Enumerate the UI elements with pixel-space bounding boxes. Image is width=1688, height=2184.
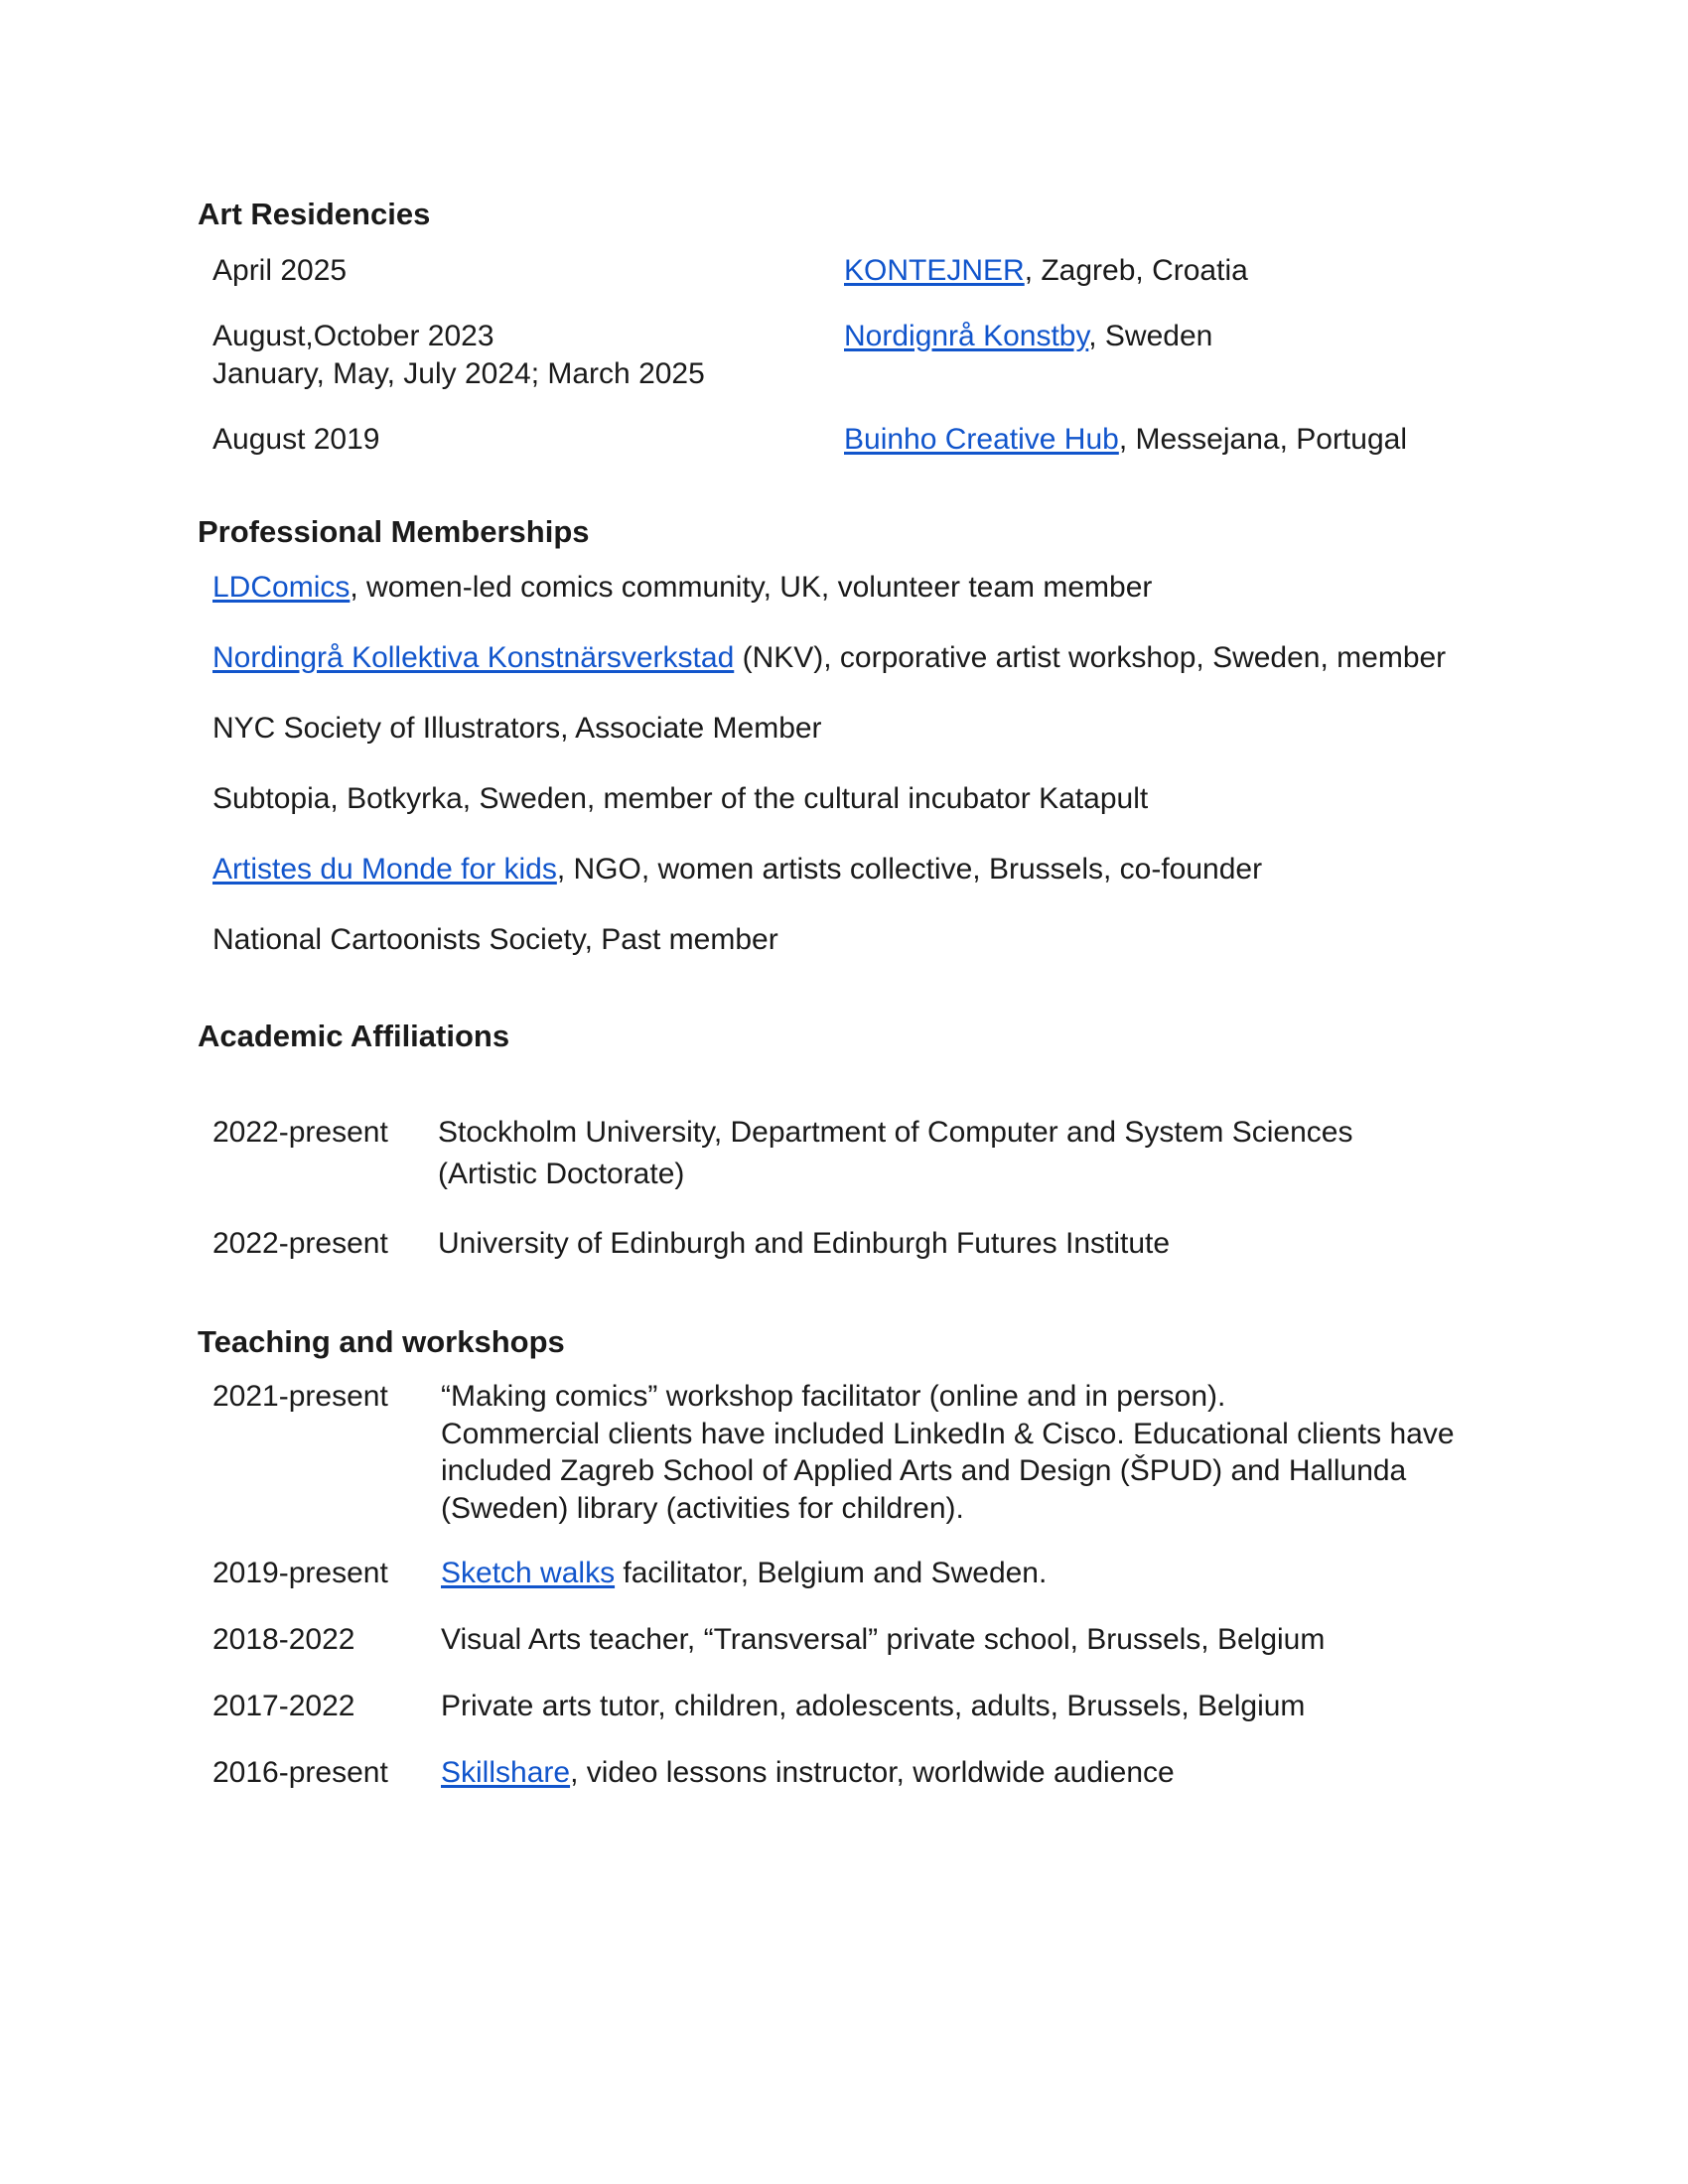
- teaching-link-skillshare[interactable]: Skillshare: [441, 1756, 571, 1789]
- membership-item: [212, 639, 1446, 677]
- membership-text: , women-led comics community, UK, volunteer team member: [350, 571, 1153, 604]
- section-heading-academic: Academic Affiliations: [198, 1019, 510, 1053]
- residency-location: , Messejana, Portugal: [1118, 423, 1407, 456]
- teaching-description: included Zagreb School of Applied Arts and Design (ŠPUD) and Hallunda: [441, 1454, 1407, 1487]
- section-heading-memberships: Professional Memberships: [198, 514, 590, 549]
- section-heading-art-residencies: Art Residencies: [198, 197, 431, 231]
- residency-location: , Zagreb, Croatia: [1024, 254, 1248, 287]
- membership-link-ldcomics[interactable]: LDComics: [212, 571, 351, 604]
- teaching-description: Commercial clients have included LinkedIn & Cisco. Educational clients have: [441, 1418, 1455, 1450]
- section-heading-teaching: Teaching and workshops: [198, 1324, 565, 1359]
- residency-link-nordingra-konstby[interactable]: Nordignrå Konstby: [844, 320, 1089, 352]
- residency-entry: [844, 421, 1407, 459]
- teaching-years: 2021-present: [212, 1380, 388, 1413]
- residency-link-kontejner[interactable]: KONTEJNER: [844, 254, 1025, 287]
- membership-link-nkv[interactable]: Nordingrå Kollektiva Konstnärsverkstad: [212, 641, 735, 674]
- membership-text: , NGO, women artists collective, Brussels, co-founder: [556, 853, 1263, 886]
- teaching-link-sketch-walks[interactable]: Sketch walks: [441, 1557, 616, 1589]
- residency-date: August,October 2023: [212, 320, 494, 352]
- membership-item: [212, 569, 1152, 607]
- residency-date: April 2025: [212, 254, 348, 287]
- teaching-years: 2016-present: [212, 1756, 388, 1789]
- residency-location: , Sweden: [1088, 320, 1213, 352]
- academic-years: 2022-present: [212, 1116, 388, 1149]
- teaching-description: Private arts tutor, children, adolescents, adults, Brussels, Belgium: [441, 1690, 1306, 1722]
- membership-item: National Cartoonists Society, Past member: [212, 923, 778, 956]
- academic-years: 2022-present: [212, 1227, 388, 1260]
- teaching-description: “Making comics” workshop facilitator (online and in person).: [441, 1380, 1226, 1413]
- residency-link-buinho[interactable]: Buinho Creative Hub: [844, 423, 1119, 456]
- teaching-text: facilitator, Belgium and Sweden.: [615, 1557, 1048, 1589]
- residency-date-second-line: January, May, July 2024; March 2025: [212, 357, 705, 390]
- membership-item: Subtopia, Botkyrka, Sweden, member of the cultural incubator Katapult: [212, 782, 1149, 815]
- teaching-description: [441, 1555, 1047, 1592]
- residency-date: August 2019: [212, 423, 380, 456]
- residency-entry: [844, 318, 1212, 355]
- membership-link-artistes-du-monde[interactable]: Artistes du Monde for kids: [212, 853, 557, 886]
- teaching-years: 2018-2022: [212, 1623, 355, 1656]
- teaching-description: Visual Arts teacher, “Transversal” private school, Brussels, Belgium: [441, 1623, 1326, 1656]
- membership-item: NYC Society of Illustrators, Associate Member: [212, 712, 822, 745]
- academic-institution-note: (Artistic Doctorate): [438, 1158, 685, 1190]
- teaching-text: , video lessons instructor, worldwide audience: [570, 1756, 1175, 1789]
- teaching-description: (Sweden) library (activities for children).: [441, 1492, 964, 1525]
- teaching-description: [441, 1754, 1175, 1792]
- teaching-years: 2017-2022: [212, 1690, 355, 1722]
- membership-text: (NKV), corporative artist workshop, Sweden, member: [734, 641, 1447, 674]
- membership-item: [212, 851, 1262, 888]
- academic-institution: Stockholm University, Department of Computer and System Sciences: [438, 1116, 1353, 1149]
- academic-institution: University of Edinburgh and Edinburgh Futures Institute: [438, 1227, 1171, 1260]
- teaching-years: 2019-present: [212, 1557, 388, 1589]
- residency-entry: [844, 252, 1248, 290]
